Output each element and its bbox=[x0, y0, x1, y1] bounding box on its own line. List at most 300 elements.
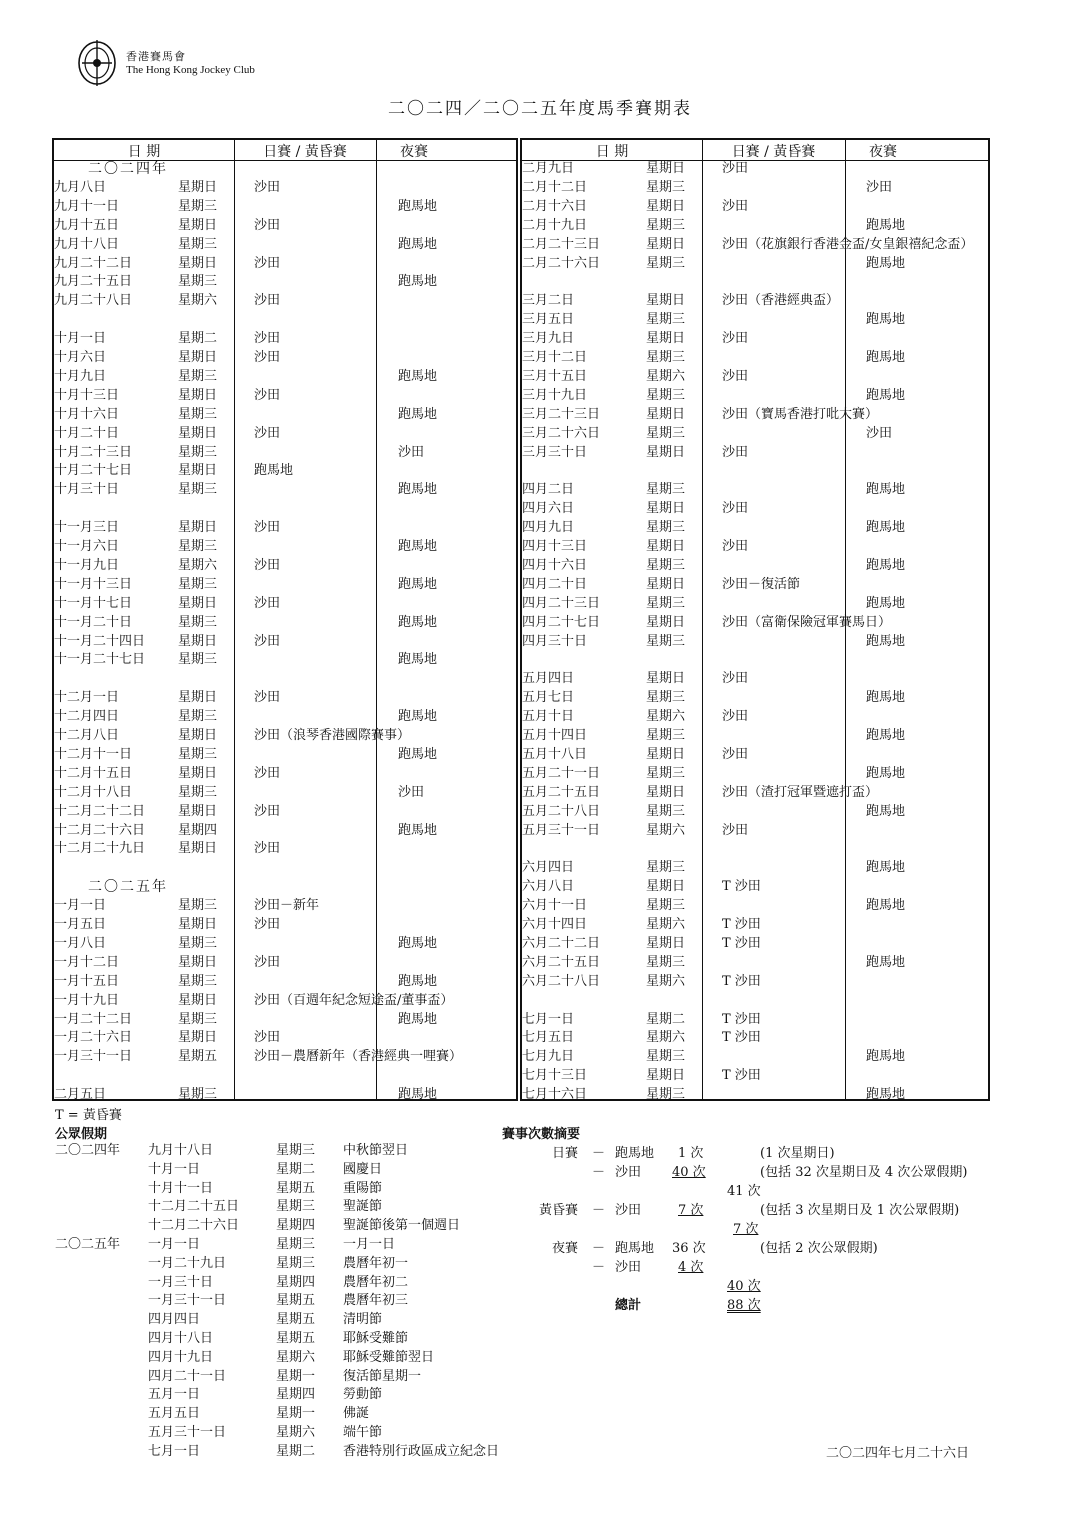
date-cell: 一月三十一日 bbox=[54, 1049, 133, 1065]
holiday-name: 一月一日 bbox=[343, 1237, 396, 1252]
holiday-weekday: 星期四 bbox=[276, 1274, 316, 1290]
weekday-cell: 星期日 bbox=[178, 520, 218, 536]
night-race-cell: 跑馬地 bbox=[866, 217, 906, 233]
summary-night-total: 40 次 bbox=[727, 1279, 761, 1294]
table-row bbox=[54, 462, 516, 481]
holiday-row bbox=[0, 1443, 520, 1462]
spacer-row bbox=[522, 462, 988, 481]
table-row bbox=[522, 519, 988, 538]
spacer-row bbox=[54, 1067, 516, 1086]
night-race-cell: 跑馬地 bbox=[398, 973, 438, 989]
date-cell: 九月二十五日 bbox=[54, 274, 133, 290]
weekday-cell: 星期日 bbox=[646, 406, 686, 422]
date-cell: 二月九日 bbox=[522, 161, 575, 176]
spacer-row bbox=[54, 311, 516, 330]
date-cell: 七月九日 bbox=[522, 1049, 575, 1065]
date-cell: 三月五日 bbox=[522, 312, 575, 328]
day-race-cell: 沙田 bbox=[722, 539, 749, 554]
weekday-cell: 星期三 bbox=[178, 368, 218, 384]
weekday-cell: 星期六 bbox=[646, 973, 686, 989]
day-race-cell: 沙田（渣打冠軍暨遮打盃） bbox=[722, 784, 879, 800]
header-night: 夜賽 bbox=[400, 144, 428, 160]
night-race-cell: 跑馬地 bbox=[866, 1087, 906, 1103]
holiday-name: 復活節星期一 bbox=[343, 1368, 422, 1384]
holiday-row bbox=[0, 1292, 520, 1311]
day-race-cell: 沙田 bbox=[722, 671, 749, 687]
night-race-cell: 沙田 bbox=[866, 179, 893, 195]
holiday-date: 十二月二十六日 bbox=[148, 1218, 240, 1234]
date-cell: 七月十六日 bbox=[522, 1087, 588, 1103]
table-row bbox=[522, 1086, 988, 1105]
header-date: 日 期 bbox=[127, 144, 161, 160]
holiday-name: 聖誕節後第一個週日 bbox=[343, 1218, 461, 1234]
table-row bbox=[54, 897, 516, 916]
weekday-cell: 星期日 bbox=[178, 690, 218, 706]
day-race-cell: 沙田（花旗銀行香港金盃/女皇銀禧紀念盃） bbox=[722, 236, 974, 252]
holiday-date: 五月一日 bbox=[148, 1387, 201, 1403]
year-heading bbox=[54, 160, 516, 179]
night-race-cell: 跑馬地 bbox=[866, 860, 906, 876]
legend: T = 黃昏賽 bbox=[55, 1108, 122, 1123]
holiday-name: 佛誕 bbox=[343, 1406, 370, 1422]
night-race-cell: 跑馬地 bbox=[398, 822, 438, 838]
table-row bbox=[522, 1048, 988, 1067]
night-race-cell: 跑馬地 bbox=[398, 482, 438, 498]
table-row bbox=[54, 368, 516, 387]
table-row bbox=[54, 992, 516, 1011]
date-cell: 九月十一日 bbox=[54, 198, 120, 214]
holiday-date: 七月一日 bbox=[148, 1443, 201, 1459]
table-row bbox=[54, 330, 516, 349]
date-cell: 三月二十三日 bbox=[522, 406, 601, 422]
summary-dash: － bbox=[592, 1241, 606, 1256]
night-race-cell: 跑馬地 bbox=[866, 482, 906, 498]
date-cell: 一月八日 bbox=[54, 935, 107, 951]
table-row bbox=[54, 406, 516, 425]
holiday-weekday: 星期六 bbox=[276, 1425, 316, 1440]
weekday-cell: 星期三 bbox=[646, 1049, 686, 1065]
table-row bbox=[522, 614, 988, 633]
night-race-cell: 沙田 bbox=[398, 784, 425, 800]
night-race-cell: 跑馬地 bbox=[866, 898, 906, 914]
holidays-list bbox=[0, 1142, 520, 1462]
weekday-cell: 星期三 bbox=[646, 728, 686, 743]
weekday-cell: 星期日 bbox=[646, 198, 686, 214]
table-row bbox=[522, 784, 988, 803]
day-race-cell: 沙田 bbox=[722, 444, 749, 460]
holiday-date: 四月十九日 bbox=[148, 1349, 214, 1365]
table-row bbox=[522, 954, 988, 973]
date-cell: 九月十八日 bbox=[54, 236, 120, 252]
date-cell: 十月十三日 bbox=[54, 387, 120, 403]
table-row bbox=[54, 217, 516, 236]
date-cell: 四月十六日 bbox=[522, 557, 588, 573]
weekday-cell: 星期日 bbox=[178, 387, 218, 403]
day-race-cell: 沙田 bbox=[254, 690, 281, 706]
weekday-cell: 星期三 bbox=[178, 652, 218, 668]
spacer-row bbox=[54, 500, 516, 519]
table-row bbox=[522, 330, 988, 349]
date-cell: 四月十三日 bbox=[522, 539, 588, 554]
holiday-year: 二〇二四年 bbox=[55, 1143, 121, 1158]
holidays-title: 公眾假期 bbox=[55, 1127, 108, 1142]
holiday-name: 農曆年初二 bbox=[343, 1274, 409, 1290]
date-cell: 十月九日 bbox=[54, 368, 107, 384]
table-row bbox=[54, 954, 516, 973]
day-race-cell: T 沙田 bbox=[722, 917, 761, 932]
table-row bbox=[522, 935, 988, 954]
hkjc-logo-icon bbox=[76, 38, 118, 88]
holiday-name: 清明節 bbox=[343, 1312, 383, 1328]
weekday-cell: 星期日 bbox=[646, 444, 686, 460]
table-row bbox=[54, 822, 516, 841]
holiday-date: 四月十八日 bbox=[148, 1331, 214, 1346]
day-race-cell: 沙田 bbox=[722, 501, 749, 517]
holiday-weekday: 星期三 bbox=[276, 1237, 316, 1252]
holiday-row bbox=[0, 1386, 520, 1405]
table-row bbox=[522, 633, 988, 652]
table-row bbox=[54, 746, 516, 765]
table-row bbox=[522, 500, 988, 519]
holiday-row bbox=[0, 1255, 520, 1274]
night-race-cell: 跑馬地 bbox=[398, 652, 438, 668]
holiday-weekday: 星期五 bbox=[276, 1180, 316, 1196]
weekday-cell: 星期日 bbox=[178, 841, 218, 857]
day-race-cell: 沙田 bbox=[254, 425, 281, 441]
day-race-cell: 沙田（寶馬香港打吡大賽） bbox=[722, 406, 879, 422]
date-cell: 一月十九日 bbox=[54, 992, 120, 1008]
holiday-weekday: 星期四 bbox=[276, 1218, 316, 1234]
date-cell: 一月五日 bbox=[54, 917, 107, 932]
weekday-cell: 星期日 bbox=[646, 576, 686, 592]
day-race-cell: 沙田 bbox=[254, 595, 281, 611]
summary-night-label: 夜賽 bbox=[552, 1241, 579, 1256]
table-row bbox=[54, 935, 516, 954]
summary-day-hv-note: (1 次星期日) bbox=[760, 1146, 835, 1161]
day-race-cell: 沙田 bbox=[254, 350, 281, 365]
day-race-cell: 沙田（富衛保險冠軍賽馬日） bbox=[722, 614, 892, 630]
weekday-cell: 星期日 bbox=[646, 935, 686, 951]
holiday-date: 四月二十一日 bbox=[148, 1368, 227, 1384]
table-row bbox=[522, 973, 988, 992]
weekday-cell: 星期三 bbox=[646, 217, 686, 233]
table-row bbox=[54, 349, 516, 368]
weekday-cell: 星期六 bbox=[646, 822, 686, 838]
date-cell: 三月二十六日 bbox=[522, 425, 601, 441]
weekday-cell: 星期三 bbox=[178, 576, 218, 592]
date-cell: 九月二十八日 bbox=[54, 293, 133, 309]
summary-tw-total: 7 次 bbox=[733, 1222, 759, 1237]
table-row bbox=[54, 916, 516, 935]
summary-dash: － bbox=[592, 1146, 606, 1161]
table-row bbox=[522, 349, 988, 368]
night-race-cell: 沙田 bbox=[398, 444, 425, 460]
year-label: 二〇二四年 bbox=[88, 161, 168, 177]
date-cell: 三月十五日 bbox=[522, 368, 588, 384]
weekday-cell: 星期日 bbox=[178, 728, 218, 743]
weekday-cell: 星期三 bbox=[646, 954, 686, 970]
night-race-cell: 跑馬地 bbox=[866, 387, 906, 403]
night-race-cell: 跑馬地 bbox=[398, 406, 438, 422]
date-cell: 十二月一日 bbox=[54, 690, 120, 706]
date-cell: 六月二十二日 bbox=[522, 935, 601, 951]
table-row bbox=[522, 179, 988, 198]
weekday-cell: 星期日 bbox=[178, 463, 218, 479]
night-race-cell: 跑馬地 bbox=[398, 539, 438, 554]
weekday-cell: 星期三 bbox=[178, 746, 218, 762]
weekday-cell: 星期日 bbox=[178, 217, 218, 233]
night-race-cell: 跑馬地 bbox=[866, 765, 906, 781]
weekday-cell: 星期日 bbox=[646, 879, 686, 895]
date-cell: 十一月六日 bbox=[54, 539, 120, 554]
holiday-weekday: 星期六 bbox=[276, 1349, 316, 1365]
weekday-cell: 星期三 bbox=[178, 406, 218, 422]
day-race-cell: 沙田（百週年紀念短途盃/董事盃） bbox=[254, 992, 454, 1008]
table-row bbox=[522, 160, 988, 179]
table-row bbox=[522, 708, 988, 727]
date-cell: 二月五日 bbox=[54, 1087, 107, 1103]
weekday-cell: 星期二 bbox=[178, 331, 218, 347]
table-row bbox=[54, 784, 516, 803]
table-row bbox=[522, 236, 988, 255]
date-cell: 十一月二十七日 bbox=[54, 652, 146, 668]
table-row bbox=[54, 840, 516, 859]
table-row bbox=[522, 481, 988, 500]
date-cell: 三月三十日 bbox=[522, 444, 588, 460]
weekday-cell: 星期日 bbox=[178, 954, 218, 970]
holiday-row bbox=[0, 1405, 520, 1424]
table-row bbox=[54, 179, 516, 198]
spacer-row bbox=[522, 840, 988, 859]
holiday-name: 勞動節 bbox=[343, 1387, 383, 1403]
table-header bbox=[522, 140, 988, 161]
weekday-cell: 星期日 bbox=[646, 539, 686, 554]
holiday-name: 聖誕節 bbox=[343, 1199, 383, 1215]
summary-grand-total: 88 次 bbox=[727, 1298, 761, 1313]
night-race-cell: 跑馬地 bbox=[398, 746, 438, 762]
holiday-date: 一月一日 bbox=[148, 1237, 201, 1252]
day-race-cell: 沙田 bbox=[254, 954, 281, 970]
table-row bbox=[54, 1048, 516, 1067]
holiday-weekday: 星期三 bbox=[276, 1199, 316, 1215]
page-title: 二〇二四／二〇二五年度馬季賽期表 bbox=[388, 99, 692, 119]
table-row bbox=[54, 1011, 516, 1030]
date-cell: 十月三十日 bbox=[54, 482, 120, 498]
spacer-row bbox=[54, 670, 516, 689]
night-race-cell: 跑馬地 bbox=[866, 312, 906, 328]
day-race-cell: 沙田（浪琴香港國際賽事） bbox=[254, 728, 411, 743]
date-cell: 五月二十八日 bbox=[522, 803, 601, 819]
header-date: 日 期 bbox=[595, 144, 629, 160]
weekday-cell: 星期日 bbox=[646, 501, 686, 517]
weekday-cell: 星期三 bbox=[646, 350, 686, 365]
holiday-row bbox=[0, 1368, 520, 1387]
date-cell: 九月二十二日 bbox=[54, 255, 133, 271]
date-cell: 三月十二日 bbox=[522, 350, 588, 365]
weekday-cell: 星期日 bbox=[646, 293, 686, 309]
weekday-cell: 星期六 bbox=[646, 709, 686, 725]
table-row bbox=[54, 973, 516, 992]
weekday-cell: 星期六 bbox=[646, 917, 686, 932]
org-name-en: The Hong Kong Jockey Club bbox=[126, 64, 255, 76]
day-race-cell: 沙田 bbox=[722, 709, 749, 725]
table-row bbox=[54, 803, 516, 822]
summary-dash: － bbox=[592, 1260, 606, 1275]
weekday-cell: 星期三 bbox=[178, 444, 218, 460]
table-row bbox=[522, 425, 988, 444]
night-race-cell: 跑馬地 bbox=[866, 633, 906, 649]
table-row bbox=[54, 236, 516, 255]
holiday-date: 九月十八日 bbox=[148, 1143, 214, 1158]
holiday-date: 一月三十日 bbox=[148, 1274, 214, 1290]
table-row bbox=[522, 368, 988, 387]
weekday-cell: 星期日 bbox=[178, 255, 218, 271]
date-cell: 十二月八日 bbox=[54, 728, 120, 743]
date-cell: 三月九日 bbox=[522, 331, 575, 347]
holiday-row bbox=[0, 1217, 520, 1236]
table-row bbox=[54, 444, 516, 463]
table-row bbox=[522, 803, 988, 822]
day-race-cell: 沙田 bbox=[254, 179, 281, 195]
weekday-cell: 星期三 bbox=[646, 898, 686, 914]
summary-hv: 跑馬地 bbox=[615, 1241, 655, 1256]
holiday-weekday: 星期一 bbox=[276, 1368, 316, 1384]
weekday-cell: 星期三 bbox=[646, 690, 686, 706]
day-race-cell: 沙田 bbox=[722, 822, 749, 838]
day-race-cell: 沙田 bbox=[254, 803, 281, 819]
holiday-weekday: 星期四 bbox=[276, 1387, 316, 1403]
night-race-cell: 跑馬地 bbox=[398, 935, 438, 951]
weekday-cell: 星期三 bbox=[178, 1011, 218, 1027]
weekday-cell: 星期三 bbox=[646, 255, 686, 271]
weekday-cell: 星期三 bbox=[646, 860, 686, 876]
date-cell: 四月二十日 bbox=[522, 576, 588, 592]
holiday-row bbox=[0, 1161, 520, 1180]
date-cell: 十一月二十日 bbox=[54, 614, 133, 630]
day-race-cell: 沙田 bbox=[254, 841, 281, 857]
holiday-row bbox=[0, 1180, 520, 1199]
weekday-cell: 星期三 bbox=[646, 557, 686, 573]
night-race-cell: 跑馬地 bbox=[398, 1087, 438, 1103]
holiday-name: 耶穌受難節翌日 bbox=[343, 1349, 435, 1365]
table-row bbox=[54, 595, 516, 614]
date-cell: 五月四日 bbox=[522, 671, 575, 687]
date-cell: 一月一日 bbox=[54, 898, 107, 914]
table-row bbox=[522, 859, 988, 878]
table-row bbox=[522, 916, 988, 935]
weekday-cell: 星期三 bbox=[646, 633, 686, 649]
night-race-cell: 跑馬地 bbox=[866, 1049, 906, 1065]
day-race-cell: 沙田－新年 bbox=[254, 898, 320, 914]
day-race-cell: T 沙田 bbox=[722, 1011, 761, 1027]
weekday-cell: 星期三 bbox=[178, 539, 218, 554]
holiday-date: 十月一日 bbox=[148, 1161, 201, 1177]
weekday-cell: 星期日 bbox=[178, 425, 218, 441]
holiday-name: 國慶日 bbox=[343, 1161, 383, 1177]
night-race-cell: 跑馬地 bbox=[398, 614, 438, 630]
date-cell: 四月六日 bbox=[522, 501, 575, 517]
weekday-cell: 星期五 bbox=[178, 1049, 218, 1065]
weekday-cell: 星期三 bbox=[646, 520, 686, 536]
holiday-name: 農曆年初三 bbox=[343, 1293, 409, 1309]
weekday-cell: 星期日 bbox=[178, 179, 218, 195]
table-row bbox=[522, 765, 988, 784]
night-race-cell: 沙田 bbox=[866, 425, 893, 441]
day-race-cell: 沙田（香港經典盃） bbox=[722, 293, 840, 309]
header-day: 日賽 / 黃昏賽 bbox=[731, 144, 816, 160]
weekday-cell: 星期日 bbox=[646, 784, 686, 800]
day-race-cell: 沙田 bbox=[254, 293, 281, 309]
night-race-cell: 跑馬地 bbox=[866, 728, 906, 743]
date-cell: 二月十九日 bbox=[522, 217, 588, 233]
holiday-date: 一月二十九日 bbox=[148, 1255, 227, 1271]
table-row bbox=[54, 651, 516, 670]
date-cell: 十二月二十二日 bbox=[54, 803, 146, 819]
summary-night-hv: 36 次 bbox=[672, 1241, 706, 1256]
summary-dash: － bbox=[592, 1165, 606, 1180]
date-cell: 三月十九日 bbox=[522, 387, 588, 403]
date-cell: 七月一日 bbox=[522, 1011, 575, 1027]
table-row bbox=[522, 255, 988, 274]
table-row bbox=[54, 1029, 516, 1048]
date-cell: 四月九日 bbox=[522, 520, 575, 536]
day-race-cell: 沙田 bbox=[722, 368, 749, 384]
table-row bbox=[54, 519, 516, 538]
spacer-row bbox=[54, 859, 516, 878]
weekday-cell: 星期日 bbox=[178, 633, 218, 649]
weekday-cell: 星期三 bbox=[646, 595, 686, 611]
date-cell: 七月五日 bbox=[522, 1030, 575, 1046]
weekday-cell: 星期日 bbox=[178, 595, 218, 611]
weekday-cell: 星期日 bbox=[178, 917, 218, 932]
night-race-cell: 跑馬地 bbox=[398, 709, 438, 725]
weekday-cell: 星期日 bbox=[646, 331, 686, 347]
weekday-cell: 星期三 bbox=[178, 709, 218, 725]
weekday-cell: 星期六 bbox=[646, 1030, 686, 1046]
weekday-cell: 星期三 bbox=[646, 312, 686, 328]
night-race-cell: 跑馬地 bbox=[866, 557, 906, 573]
weekday-cell: 星期六 bbox=[178, 293, 218, 309]
weekday-cell: 星期日 bbox=[178, 992, 218, 1008]
summary-tw-st-note: (包括 3 次星期日及 1 次公眾假期) bbox=[760, 1203, 960, 1218]
table-row bbox=[522, 878, 988, 897]
holiday-date: 十二月二十五日 bbox=[148, 1199, 240, 1215]
table-row bbox=[522, 292, 988, 311]
table-row bbox=[54, 633, 516, 652]
date-cell: 六月二十八日 bbox=[522, 973, 601, 989]
summary-st: 沙田 bbox=[615, 1203, 642, 1218]
weekday-cell: 星期日 bbox=[646, 161, 686, 176]
weekday-cell: 星期三 bbox=[178, 198, 218, 214]
weekday-cell: 星期三 bbox=[178, 784, 218, 800]
night-race-cell: 跑馬地 bbox=[866, 954, 906, 970]
date-cell: 五月十四日 bbox=[522, 728, 588, 743]
date-cell: 九月十五日 bbox=[54, 217, 120, 233]
table-row bbox=[54, 1086, 516, 1105]
holiday-weekday: 星期五 bbox=[276, 1331, 316, 1346]
date-cell: 十二月十五日 bbox=[54, 765, 133, 781]
weekday-cell: 星期三 bbox=[646, 179, 686, 195]
year-label: 二〇二五年 bbox=[88, 879, 168, 896]
table-row bbox=[522, 406, 988, 425]
date-cell: 五月二十五日 bbox=[522, 784, 601, 800]
date-cell: 十一月十七日 bbox=[54, 595, 133, 611]
date-cell: 四月三十日 bbox=[522, 633, 588, 649]
date-cell: 五月七日 bbox=[522, 690, 575, 706]
day-race-cell: 沙田 bbox=[254, 557, 281, 573]
holiday-name: 端午節 bbox=[343, 1425, 383, 1440]
weekday-cell: 星期三 bbox=[178, 898, 218, 914]
